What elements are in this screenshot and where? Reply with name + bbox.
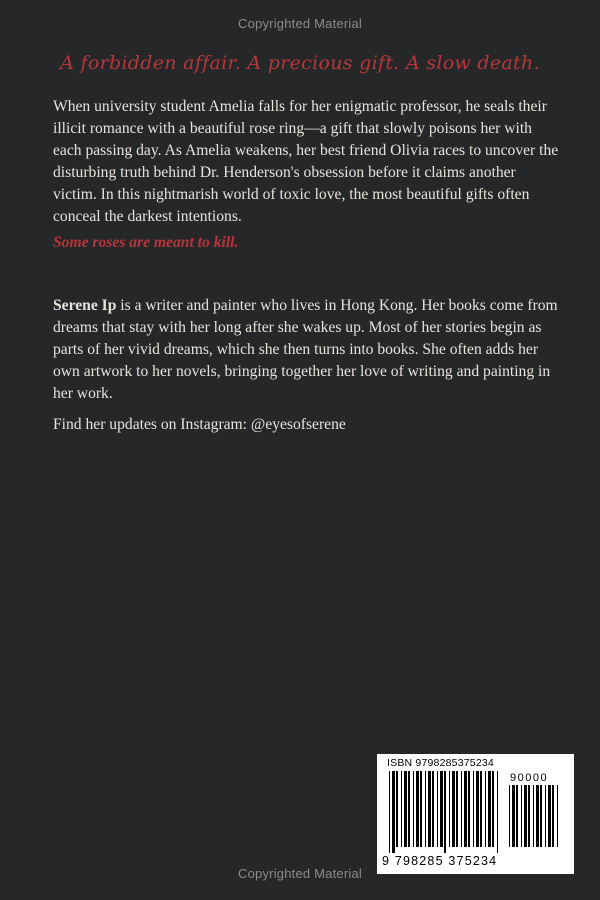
barcode-bar (408, 771, 410, 847)
synopsis-paragraph: When university student Amelia falls for her enigmatic professor, he seals their illicit romance with a beautiful rose ring—a gift that slowly poisons her with each passing day. As Amelia weakens, her best friend Olivia races to uncover the disturbing truth behind Dr. Henderson's obsession before it claims another victim. In this nightmarish world of toxic love, the most beautiful gifts often conceal the darkest intentions. (53, 98, 559, 225)
barcode-bar (428, 771, 431, 847)
barcode-bar (416, 771, 419, 847)
barcode-bar (401, 771, 402, 847)
price-code: 90000 (510, 772, 549, 784)
barcode-bar (497, 771, 498, 853)
barcode-bar (413, 771, 414, 847)
copyright-watermark-top: Copyrighted Material (238, 16, 362, 31)
barcode-bar (432, 771, 434, 847)
barcode-bar (488, 771, 491, 847)
author-bio-text: is a writer and painter who lives in Hong Kong. Her books come from dreams that stay with her long after she wakes up. Most of her stories begin as parts of her vivid dreams, which she then turns into books. She often adds her own artwork to her novels, bringing together her love of writing and painting in her work. (53, 297, 558, 402)
hook-line: Some roses are meant to kill. (53, 234, 239, 251)
barcode-bar (396, 771, 398, 847)
barcode-bar (540, 785, 542, 847)
barcode-bar (545, 785, 546, 847)
barcode-bar (468, 771, 470, 847)
isbn-label: ISBN 9798285375234 (387, 757, 494, 769)
instagram-line: Find her updates on Instagram: @eyesofserene (53, 416, 346, 433)
author-name: Serene Ip (53, 297, 117, 314)
author-bio (53, 295, 563, 405)
barcode-bar (485, 771, 486, 847)
isbn-digits: 9 798285 375234 (382, 854, 498, 868)
barcode-bar (444, 771, 446, 853)
barcode-bar (452, 771, 455, 847)
barcode-bar (392, 771, 395, 853)
barcode-bar (404, 771, 407, 847)
barcode-bar (425, 771, 426, 847)
copyright-watermark-bottom: Copyrighted Material (238, 866, 362, 881)
barcode-bar (524, 785, 527, 847)
barcode-bar (528, 785, 530, 847)
barcode-bar (512, 785, 515, 847)
barcode-bar (552, 785, 554, 847)
barcode-bar (464, 771, 467, 847)
barcode-bar (536, 785, 539, 847)
barcode-bars (389, 771, 501, 853)
barcode-bar (509, 785, 510, 847)
barcode-bar (440, 771, 443, 847)
barcode-bar (473, 771, 474, 847)
barcode-bar (480, 771, 482, 847)
barcode-bar (461, 771, 462, 847)
barcode-bar (389, 771, 390, 853)
barcode-bar (521, 785, 522, 847)
barcode-bar (557, 785, 558, 847)
barcode-bar (548, 785, 551, 847)
barcode-bar (492, 771, 494, 847)
tagline: A forbidden affair. A precious gift. A slow death. (60, 52, 540, 74)
barcode-bar (456, 771, 458, 847)
barcode-bar (533, 785, 534, 847)
barcode-bar (516, 785, 518, 847)
isbn-barcode (377, 754, 574, 874)
barcode-bar (437, 771, 438, 847)
barcode-bar (449, 771, 450, 847)
barcode-bar (420, 771, 422, 847)
barcode-bar (476, 771, 479, 847)
addon-barcode-bars (509, 785, 561, 853)
